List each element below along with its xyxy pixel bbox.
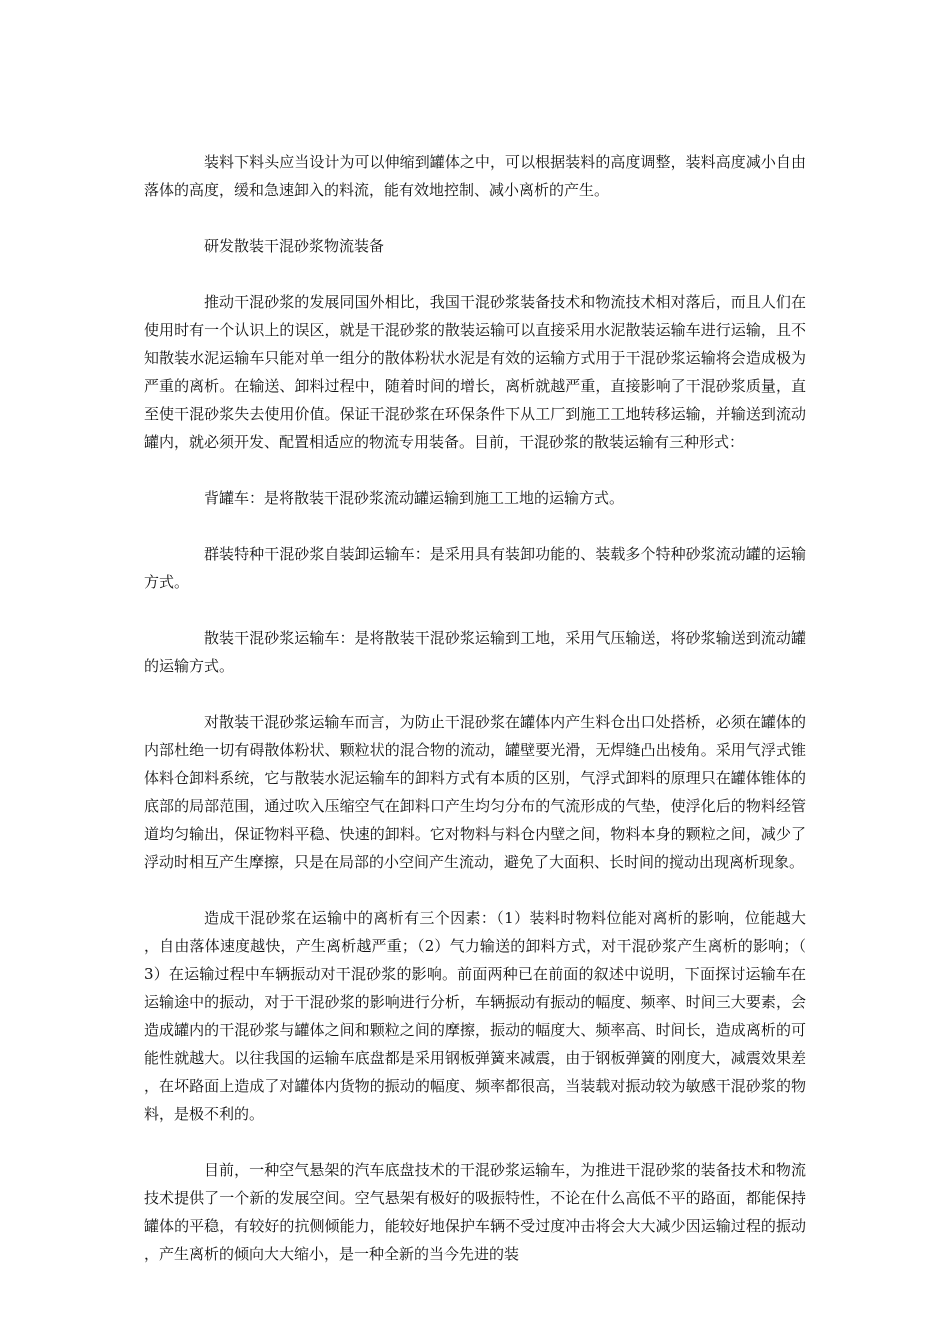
section-heading: 研发散装干混砂浆物流装备: [204, 237, 385, 255]
paragraph-group-truck: 群装特种干混砂浆自装卸运输车：是采用具有装卸功能的、装载多个特种砂浆流动罐的运输方式。: [144, 545, 806, 591]
paragraph-air-float-unloading: 对散装干混砂浆运输车而言，为防止干混砂浆在罐体内产生料仓出口处搭桥，必须在罐体的内部杜绝一切有碍散体粉状、颗粒状的混合物的流动，罐壁要光滑，无焊缝凸出棱角。采用气浮式锥体料仓卸料系统，它与散装水泥运输车的卸料方式有本质的区别，气浮式卸料的原理只在罐体锥体的底部的局部范围，通过吹入压缩空气在卸料口产生均匀分布的气流形成的气垫，使浮化后的物料经管道均匀输出，保证物料平稳、快速的卸料。它对物料与料仓内壁之间，物料本身的颗粒之间，减少了浮动时相互产生摩擦，只是在局部的小空间产生流动，避免了大面积、长时间的搅动出现离析现象。: [144, 713, 806, 871]
document-body: [144, 148, 806, 1296]
paragraph-air-suspension: 目前，一种空气悬架的汽车底盘技术的干混砂浆运输车，为推进干混砂浆的装备技术和物流技术提供了一个新的发展空间。空气悬架有极好的吸振特性，不论在什么高低不平的路面，都能保持罐体的平稳，有较好的抗侧倾能力，能较好地保护车辆不受过度冲击将会大大减少因运输过程的振动，产生离析的倾向大大缩小，是一种全新的当今先进的装: [144, 1161, 806, 1263]
paragraph-bulk-truck: 散装干混砂浆运输车：是将散装干混砂浆运输到工地，采用气压输送，将砂浆输送到流动罐的运输方式。: [144, 629, 806, 675]
paragraph-segregation-factors: 造成干混砂浆在运输中的离析有三个因素：（1）装料时物料位能对离析的影响，位能越大，自由落体速度越快，产生离析越严重；（2）气力输送的卸料方式，对干混砂浆产生离析的影响；（3）在运输过程中车辆振动对干混砂浆的影响。前面两种已在前面的叙述中说明，下面探讨运输车在运输途中的振动，对于干混砂浆的影响进行分析，车辆振动有振动的幅度、频率、时间三大要素，会造成罐内的干混砂浆与罐体之间和颗粒之间的摩擦，振动的幅度大、频率高、时间长，造成离析的可能性就越大。以往我国的运输车底盘都是采用钢板弹簧来减震，由于钢板弹簧的刚度大，减震效果差，在坏路面上造成了对罐体内货物的振动的幅度、频率都很高，当装载对振动较为敏感干混砂浆的物料，是极不利的。: [144, 909, 806, 1123]
paragraph-loading-head: 装料下料头应当设计为可以伸缩到罐体之中，可以根据装料的高度调整，装料高度减小自由落体的高度，缓和急速卸入的料流，能有效地控制、减小离析的产生。: [144, 153, 806, 199]
paragraph-tank-carrier: 背罐车：是将散装干混砂浆流动罐运输到施工工地的运输方式。: [204, 489, 625, 507]
paragraph-logistics-intro: 推动干混砂浆的发展同国外相比，我国干混砂浆装备技术和物流技术相对落后，而且人们在使用时有一个认识上的误区，就是干混砂浆的散装运输可以直接采用水泥散装运输车进行运输，且不知散装水泥运输车只能对单一组分的散体粉状水泥是有效的运输方式用于干混砂浆运输将会造成极为严重的离析。在输送、卸料过程中，随着时间的增长，离析就越严重，直接影响了干混砂浆质量，直至使干混砂浆失去使用价值。保证干混砂浆在环保条件下从工厂到施工工地转移运输，并输送到流动罐内，就必须开发、配置相适应的物流专用装备。目前，干混砂浆的散装运输有三种形式：: [144, 293, 806, 451]
